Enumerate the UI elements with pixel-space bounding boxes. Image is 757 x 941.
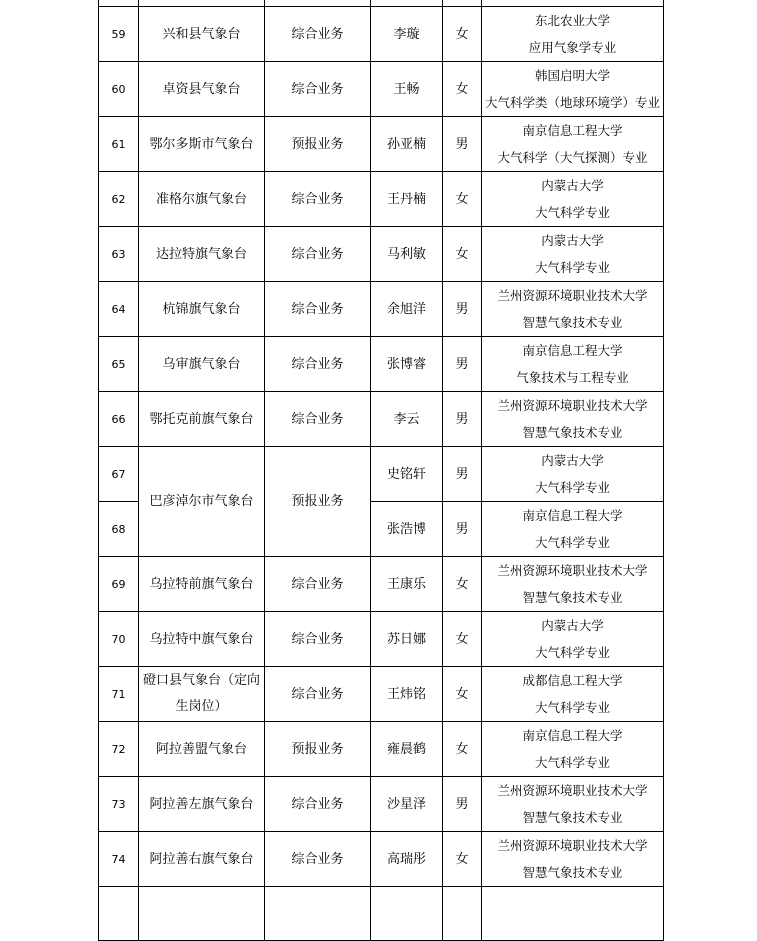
station-cell: 乌拉特中旗气象台 — [139, 612, 265, 667]
university-major-cell — [482, 227, 664, 282]
major-text: 大气科学专业 — [534, 205, 610, 220]
table-row — [99, 337, 664, 392]
business-cell: 综合业务 — [265, 557, 371, 612]
gender-cell: 男 — [443, 282, 482, 337]
station-cell: 巴彦淖尔市气象台 — [139, 447, 265, 557]
university-text: 兰州资源环境职业技术大学 — [497, 288, 648, 303]
admission-table — [98, 0, 664, 941]
university-major-cell — [482, 117, 664, 172]
row-number: 66 — [99, 392, 139, 447]
major-text: 应用气象学专业 — [528, 40, 617, 55]
row-number: 61 — [99, 117, 139, 172]
gender-cell: 女 — [443, 62, 482, 117]
table-row — [99, 447, 664, 502]
university-major-cell — [482, 7, 664, 62]
gender-cell: 男 — [443, 392, 482, 447]
name-cell: 王畅 — [371, 62, 443, 117]
station-text-line1: 磴口县气象台（定向 — [142, 673, 260, 688]
gender-cell: 男 — [443, 777, 482, 832]
name-cell: 王丹楠 — [371, 172, 443, 227]
university-major-cell — [482, 612, 664, 667]
university-text: 南京信息工程大学 — [522, 123, 623, 138]
table-row — [99, 832, 664, 887]
major-text: 大气科学类（地球环境学）专业 — [484, 95, 660, 110]
gender-cell: 女 — [443, 227, 482, 282]
row-number: 73 — [99, 777, 139, 832]
station-cell: 乌拉特前旗气象台 — [139, 557, 265, 612]
station-cell: 鄂托克前旗气象台 — [139, 392, 265, 447]
university-major-cell — [482, 337, 664, 392]
university-major-cell — [482, 392, 664, 447]
university-major-cell — [482, 667, 664, 722]
name-cell: 沙星泽 — [371, 777, 443, 832]
university-major-cell — [482, 832, 664, 887]
university-text: 南京信息工程大学 — [522, 728, 623, 743]
gender-cell: 男 — [443, 502, 482, 557]
row-number: 74 — [99, 832, 139, 887]
gender-cell: 男 — [443, 447, 482, 502]
row-number: 70 — [99, 612, 139, 667]
name-cell: 余旭洋 — [371, 282, 443, 337]
major-text: 大气科学专业 — [534, 700, 610, 715]
major-text: 大气科学专业 — [534, 535, 610, 550]
major-text: 大气科学专业 — [534, 480, 610, 495]
university-text: 南京信息工程大学 — [522, 343, 623, 358]
row-number: 64 — [99, 282, 139, 337]
station-cell — [139, 887, 265, 941]
gender-cell: 男 — [443, 117, 482, 172]
university-text: 兰州资源环境职业技术大学 — [497, 838, 648, 853]
table-row — [99, 172, 664, 227]
row-number: 63 — [99, 227, 139, 282]
row-number: 62 — [99, 172, 139, 227]
name-cell: 李云 — [371, 392, 443, 447]
row-number: 60 — [99, 62, 139, 117]
table-row — [99, 887, 664, 941]
university-major-cell — [482, 282, 664, 337]
row-number: 68 — [99, 502, 139, 557]
business-cell — [265, 887, 371, 941]
business-cell: 综合业务 — [265, 282, 371, 337]
table-row — [99, 282, 664, 337]
station-cell: 达拉特旗气象台 — [139, 227, 265, 282]
university-text: 内蒙古大学 — [541, 453, 604, 468]
university-major-cell — [482, 447, 664, 502]
major-text: 智慧气象技术专业 — [522, 865, 623, 880]
row-number: 67 — [99, 447, 139, 502]
table-row — [99, 62, 664, 117]
table-row — [99, 392, 664, 447]
university-text: 兰州资源环境职业技术大学 — [497, 563, 648, 578]
gender-cell: 男 — [443, 337, 482, 392]
university-text: 南京信息工程大学 — [522, 508, 623, 523]
business-cell: 综合业务 — [265, 392, 371, 447]
gender-cell: 女 — [443, 172, 482, 227]
business-cell: 综合业务 — [265, 337, 371, 392]
table-row — [99, 777, 664, 832]
business-cell: 综合业务 — [265, 62, 371, 117]
table-row — [99, 667, 664, 722]
name-cell: 张浩博 — [371, 502, 443, 557]
university-text: 兰州资源环境职业技术大学 — [497, 783, 648, 798]
university-text: 韩国启明大学 — [534, 68, 610, 83]
table-row — [99, 612, 664, 667]
university-major-cell — [482, 502, 664, 557]
major-text: 大气科学专业 — [534, 260, 610, 275]
business-cell: 预报业务 — [265, 447, 371, 557]
university-major-cell — [482, 62, 664, 117]
major-text: 智慧气象技术专业 — [522, 425, 623, 440]
major-text: 智慧气象技术专业 — [522, 315, 623, 330]
business-cell: 综合业务 — [265, 7, 371, 62]
row-number: 72 — [99, 722, 139, 777]
gender-cell: 女 — [443, 557, 482, 612]
station-cell: 阿拉善右旗气象台 — [139, 832, 265, 887]
station-cell: 乌审旗气象台 — [139, 337, 265, 392]
university-text: 兰州资源环境职业技术大学 — [497, 398, 648, 413]
gender-cell: 女 — [443, 832, 482, 887]
name-cell: 孙亚楠 — [371, 117, 443, 172]
row-number: 69 — [99, 557, 139, 612]
business-cell: 预报业务 — [265, 722, 371, 777]
business-cell: 综合业务 — [265, 667, 371, 722]
table-row — [99, 557, 664, 612]
gender-cell: 女 — [443, 612, 482, 667]
name-cell: 高瑞彤 — [371, 832, 443, 887]
university-major-cell — [482, 887, 664, 941]
university-major-cell — [482, 172, 664, 227]
university-text: 东北农业大学 — [534, 13, 610, 28]
gender-cell — [443, 887, 482, 941]
university-text: 内蒙古大学 — [541, 233, 604, 248]
business-cell: 综合业务 — [265, 777, 371, 832]
business-cell: 综合业务 — [265, 612, 371, 667]
major-text: 智慧气象技术专业 — [522, 590, 623, 605]
station-cell: 阿拉善盟气象台 — [139, 722, 265, 777]
business-cell: 综合业务 — [265, 172, 371, 227]
gender-cell: 女 — [443, 7, 482, 62]
row-number: 59 — [99, 7, 139, 62]
name-cell: 李璇 — [371, 7, 443, 62]
business-cell: 综合业务 — [265, 832, 371, 887]
table-row — [99, 7, 664, 62]
name-cell: 史铭轩 — [371, 447, 443, 502]
name-cell: 雍晨鹤 — [371, 722, 443, 777]
station-cell: 鄂尔多斯市气象台 — [139, 117, 265, 172]
station-cell: 兴和县气象台 — [139, 7, 265, 62]
station-cell: 杭锦旗气象台 — [139, 282, 265, 337]
university-major-cell — [482, 722, 664, 777]
major-text: 大气科学专业 — [534, 645, 610, 660]
university-text: 成都信息工程大学 — [522, 673, 623, 688]
name-cell: 马利敏 — [371, 227, 443, 282]
university-major-cell — [482, 777, 664, 832]
station-cell — [139, 667, 265, 722]
row-number: 71 — [99, 667, 139, 722]
gender-cell: 女 — [443, 667, 482, 722]
name-cell: 张博睿 — [371, 337, 443, 392]
major-text: 智慧气象技术专业 — [522, 810, 623, 825]
table-row — [99, 227, 664, 282]
name-cell: 王康乐 — [371, 557, 443, 612]
station-text-line2: 生岗位） — [175, 699, 228, 714]
name-cell — [371, 887, 443, 941]
table-row — [99, 722, 664, 777]
station-cell: 准格尔旗气象台 — [139, 172, 265, 227]
major-text: 大气科学专业 — [534, 755, 610, 770]
university-text: 内蒙古大学 — [541, 618, 604, 633]
business-cell: 综合业务 — [265, 227, 371, 282]
gender-cell: 女 — [443, 722, 482, 777]
business-cell: 预报业务 — [265, 117, 371, 172]
row-number: 65 — [99, 337, 139, 392]
station-cell: 阿拉善左旗气象台 — [139, 777, 265, 832]
name-cell: 王炜铭 — [371, 667, 443, 722]
major-text: 气象技术与工程专业 — [516, 370, 629, 385]
university-major-cell — [482, 557, 664, 612]
name-cell: 苏日娜 — [371, 612, 443, 667]
row-number — [99, 887, 139, 941]
table-row — [99, 117, 664, 172]
university-text: 内蒙古大学 — [541, 178, 604, 193]
station-cell: 卓资县气象台 — [139, 62, 265, 117]
major-text: 大气科学（大气探测）专业 — [497, 150, 648, 165]
